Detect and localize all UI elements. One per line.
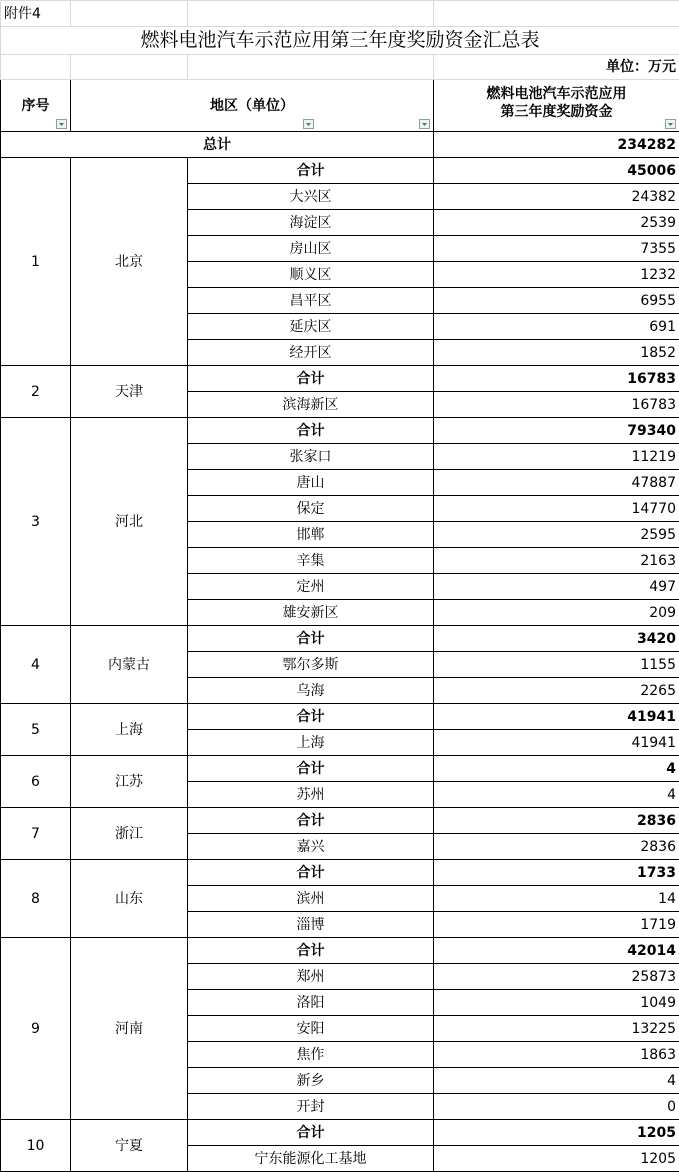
unit-name: 昌平区: [188, 288, 434, 314]
header-fund-line2: 第三年度奖励资金: [434, 103, 679, 121]
subtotal-label: 合计: [188, 1120, 434, 1146]
subtotal-label: 合计: [188, 704, 434, 730]
subtotal-value: 42014: [434, 938, 679, 964]
unit-value: 47887: [434, 470, 679, 496]
unit-value: 7355: [434, 236, 679, 262]
subtotal-row: [1, 1120, 679, 1146]
group-region: 山东: [71, 860, 188, 938]
header-region: [71, 80, 434, 132]
unit-value: 2836: [434, 834, 679, 860]
header-seq: [1, 80, 71, 132]
subtotal-label: 合计: [188, 808, 434, 834]
unit-value: 4: [434, 782, 679, 808]
unit-value: 1719: [434, 912, 679, 938]
unit-label: 单位：万元: [434, 55, 679, 80]
subtotal-value: 3420: [434, 626, 679, 652]
subtotal-value: 16783: [434, 366, 679, 392]
unit-value: 1205: [434, 1146, 679, 1172]
unit-value: 14: [434, 886, 679, 912]
subtotal-row: [1, 158, 679, 184]
unit-name: 嘉兴: [188, 834, 434, 860]
header-fund-line1: 燃料电池汽车示范应用: [434, 85, 679, 103]
unit-name: 洛阳: [188, 990, 434, 1016]
unit-name: 宁东能源化工基地: [188, 1146, 434, 1172]
subtotal-value: 41941: [434, 704, 679, 730]
unit-name: 乌海: [188, 678, 434, 704]
unit-name: 海淀区: [188, 210, 434, 236]
group-seq: 6: [1, 756, 71, 808]
subtotal-label: 合计: [188, 860, 434, 886]
unit-name: 顺义区: [188, 262, 434, 288]
header-fund: [434, 80, 679, 132]
subtotal-value: 4: [434, 756, 679, 782]
unit-value: 11219: [434, 444, 679, 470]
filter-dropdown-icon[interactable]: [56, 119, 67, 129]
unit-value: 2595: [434, 522, 679, 548]
group-seq: 2: [1, 366, 71, 418]
subtotal-row: [1, 860, 679, 886]
subtotal-value: 2836: [434, 808, 679, 834]
unit-name: 滨州: [188, 886, 434, 912]
subtotal-row: [1, 626, 679, 652]
unit-name: 保定: [188, 496, 434, 522]
group-region: 宁夏: [71, 1120, 188, 1172]
group-seq: 1: [1, 158, 71, 366]
unit-name: 鄂尔多斯: [188, 652, 434, 678]
unit-name: 焦作: [188, 1042, 434, 1068]
header-seq-label: 序号: [22, 98, 50, 114]
unit-name: 安阳: [188, 1016, 434, 1042]
unit-value: 2539: [434, 210, 679, 236]
unit-value: 1863: [434, 1042, 679, 1068]
unit-value: 2265: [434, 678, 679, 704]
unit-name: 淄博: [188, 912, 434, 938]
unit-value: 41941: [434, 730, 679, 756]
subtotal-label: 合计: [188, 418, 434, 444]
subtotal-row: [1, 938, 679, 964]
subtotal-row: [1, 418, 679, 444]
unit-name: 定州: [188, 574, 434, 600]
unit-value: 1049: [434, 990, 679, 1016]
unit-name: 雄安新区: [188, 600, 434, 626]
group-region: 河北: [71, 418, 188, 626]
unit-name: 延庆区: [188, 314, 434, 340]
unit-value: 6955: [434, 288, 679, 314]
unit-value: 1155: [434, 652, 679, 678]
unit-value: 13225: [434, 1016, 679, 1042]
unit-name: 房山区: [188, 236, 434, 262]
subtotal-label: 合计: [188, 626, 434, 652]
group-region: 河南: [71, 938, 188, 1120]
group-seq: 8: [1, 860, 71, 938]
unit-name: 经开区: [188, 340, 434, 366]
unit-value: 2163: [434, 548, 679, 574]
unit-value: 1232: [434, 262, 679, 288]
unit-value: 14770: [434, 496, 679, 522]
attachment-label: 附件4: [1, 1, 71, 27]
unit-name: 邯郸: [188, 522, 434, 548]
unit-value: 1852: [434, 340, 679, 366]
subtotal-label: 合计: [188, 366, 434, 392]
subtotal-value: 79340: [434, 418, 679, 444]
unit-value: 25873: [434, 964, 679, 990]
unit-value: 0: [434, 1094, 679, 1120]
subtotal-row: [1, 756, 679, 782]
unit-value: 691: [434, 314, 679, 340]
unit-value: 4: [434, 1068, 679, 1094]
unit-value: 24382: [434, 184, 679, 210]
subtotal-value: 1205: [434, 1120, 679, 1146]
group-region: 内蒙古: [71, 626, 188, 704]
sheet-title: 燃料电池汽车示范应用第三年度奖励资金汇总表: [1, 27, 679, 55]
subtotal-row: [1, 366, 679, 392]
subtotal-value: 45006: [434, 158, 679, 184]
subtotal-row: [1, 704, 679, 730]
group-seq: 5: [1, 704, 71, 756]
unit-name: 郑州: [188, 964, 434, 990]
unit-name: 滨海新区: [188, 392, 434, 418]
group-region: 浙江: [71, 808, 188, 860]
group-seq: 4: [1, 626, 71, 704]
unit-name: 张家口: [188, 444, 434, 470]
subtotal-label: 合计: [188, 938, 434, 964]
unit-name: 辛集: [188, 548, 434, 574]
group-region: 江苏: [71, 756, 188, 808]
unit-name: 大兴区: [188, 184, 434, 210]
group-seq: 9: [1, 938, 71, 1120]
group-region: 天津: [71, 366, 188, 418]
unit-name: 上海: [188, 730, 434, 756]
unit-name: 开封: [188, 1094, 434, 1120]
unit-value: 209: [434, 600, 679, 626]
group-region: 北京: [71, 158, 188, 366]
subtotal-value: 1733: [434, 860, 679, 886]
group-region: 上海: [71, 704, 188, 756]
subtotal-label: 合计: [188, 158, 434, 184]
grand-total-label: 总计: [1, 132, 434, 158]
header-region-label: 地区（单位）: [210, 98, 294, 114]
filter-dropdown-icon[interactable]: [419, 119, 430, 129]
group-seq: 7: [1, 808, 71, 860]
grand-total-value: 234282: [434, 132, 679, 158]
filter-dropdown-icon[interactable]: [303, 119, 314, 129]
subtotal-label: 合计: [188, 756, 434, 782]
unit-value: 497: [434, 574, 679, 600]
unit-name: 苏州: [188, 782, 434, 808]
subtotal-row: [1, 808, 679, 834]
filter-dropdown-icon[interactable]: [665, 119, 676, 129]
unit-name: 唐山: [188, 470, 434, 496]
group-seq: 10: [1, 1120, 71, 1172]
unit-value: 16783: [434, 392, 679, 418]
unit-name: 新乡: [188, 1068, 434, 1094]
group-seq: 3: [1, 418, 71, 626]
